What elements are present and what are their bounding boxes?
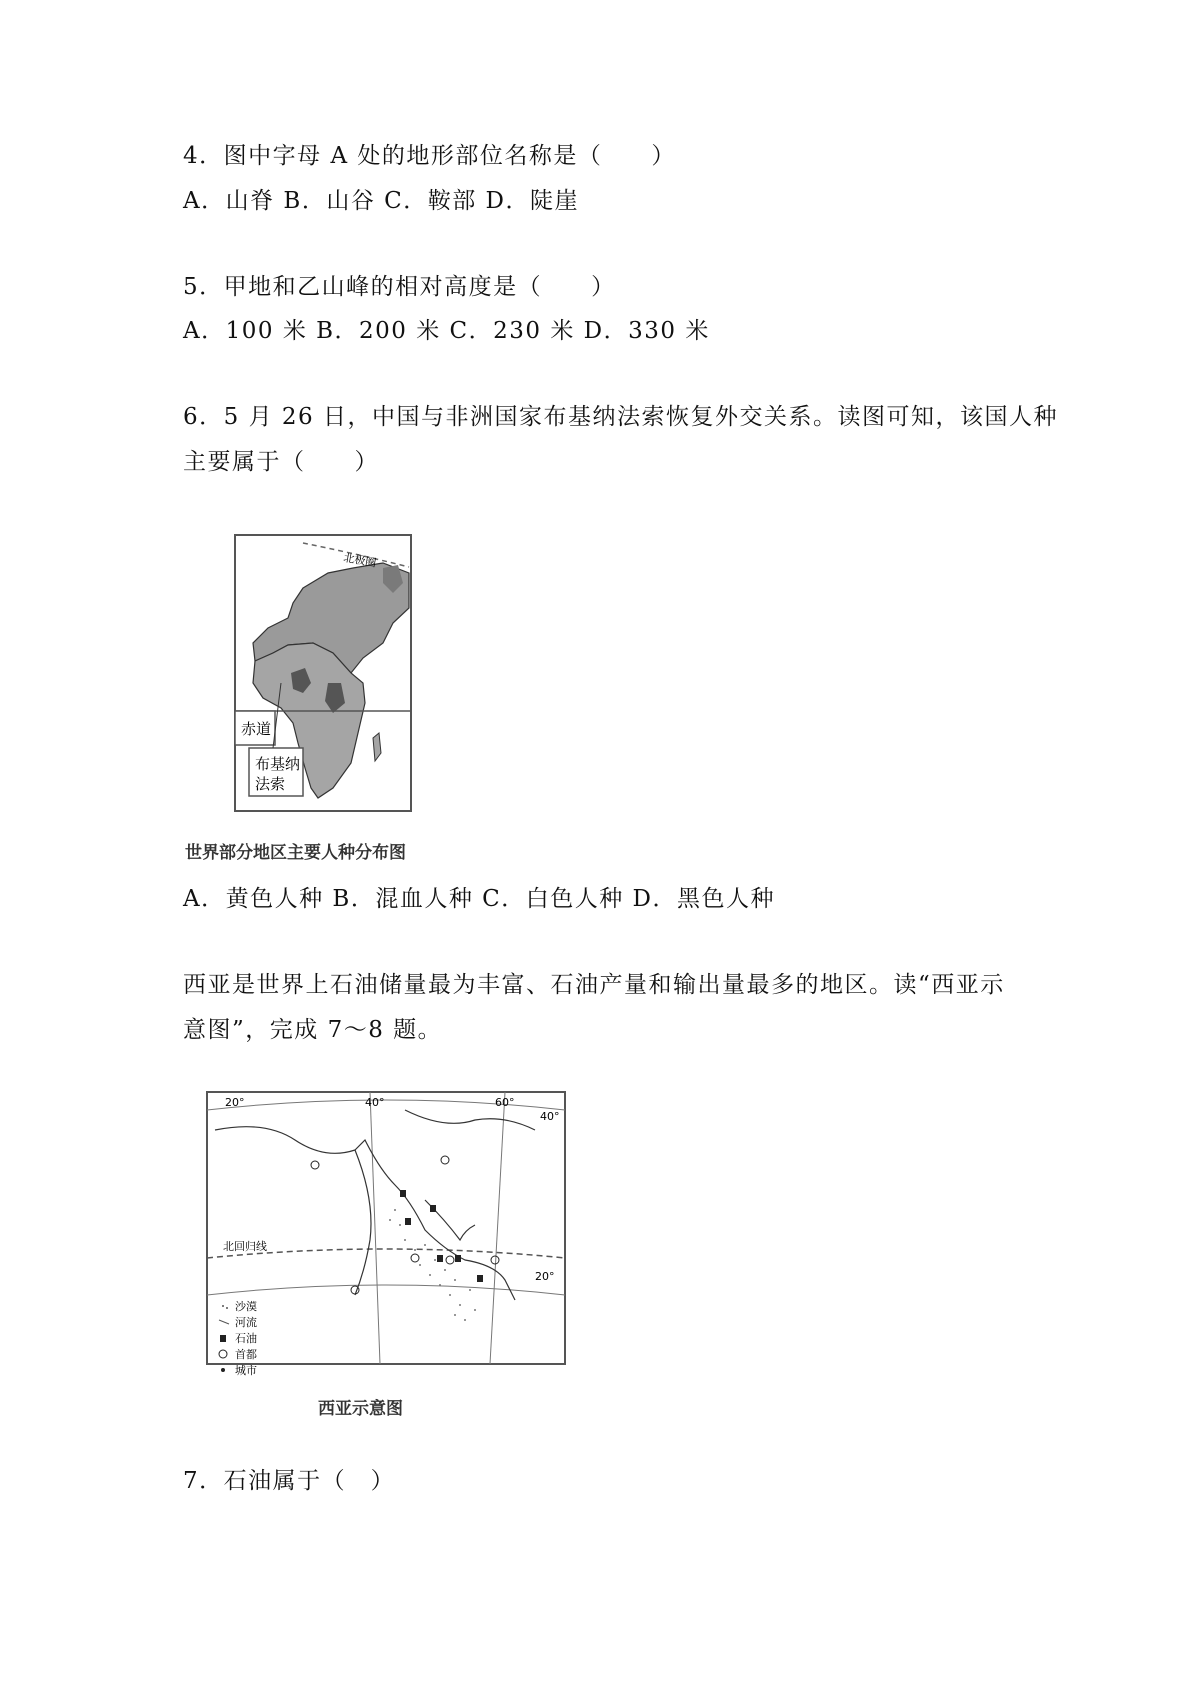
q4-stem: 4．图中字母 A 处的地形部位名称是（ ） bbox=[183, 143, 676, 169]
legend-oil: 石油 bbox=[235, 1332, 257, 1345]
q7-stem: 7．石油属于（ ） bbox=[183, 1468, 396, 1494]
q4-options: A．山脊 B．山谷 C．鞍部 D．陡崖 bbox=[183, 188, 579, 214]
west-asia-intro-line1: 西亚是世界上石油储量最为丰富、石油产量和输出量最多的地区。读“西亚示 bbox=[183, 972, 1005, 998]
q5-options: A．100 米 B．200 米 C．230 米 D．330 米 bbox=[183, 318, 710, 344]
tropic-label: 北回归线 bbox=[223, 1240, 267, 1253]
legend-desert: 沙漠 bbox=[235, 1300, 257, 1313]
q6-stem-line1: 6．5 月 26 日，中国与非洲国家布基纳法索恢复外交关系。读图可知，该国人种 bbox=[183, 404, 1058, 430]
race-distribution-map bbox=[233, 533, 413, 833]
west-asia-map bbox=[205, 1090, 570, 1400]
legend-river: 河流 bbox=[235, 1316, 257, 1329]
arctic-circle-label: 北极圈 bbox=[342, 551, 378, 570]
q5-stem: 5．甲地和乙山峰的相对高度是（ ） bbox=[183, 274, 616, 300]
legend-city: 城市 bbox=[235, 1364, 257, 1377]
lat-20-label: 20° bbox=[535, 1270, 555, 1283]
country-label-2: 法索 bbox=[255, 775, 286, 793]
lon-40-label: 40° bbox=[365, 1096, 385, 1109]
q6-options: A．黄色人种 B．混血人种 C．白色人种 D．黑色人种 bbox=[183, 886, 775, 912]
legend-capital: 首都 bbox=[235, 1348, 257, 1361]
q6-stem-line2: 主要属于（ ） bbox=[183, 449, 379, 475]
race-map-caption: 世界部分地区主要人种分布图 bbox=[185, 843, 406, 863]
lat-40-label: 40° bbox=[540, 1110, 560, 1123]
lon-60-label: 60° bbox=[495, 1096, 515, 1109]
equator-label: 赤道 bbox=[241, 720, 272, 738]
lon-20-label: 20° bbox=[225, 1096, 245, 1109]
country-label-1: 布基纳 bbox=[255, 755, 301, 773]
west-asia-map-caption: 西亚示意图 bbox=[318, 1399, 403, 1419]
west-asia-intro-line2: 意图”，完成 7～8 题。 bbox=[183, 1017, 443, 1043]
